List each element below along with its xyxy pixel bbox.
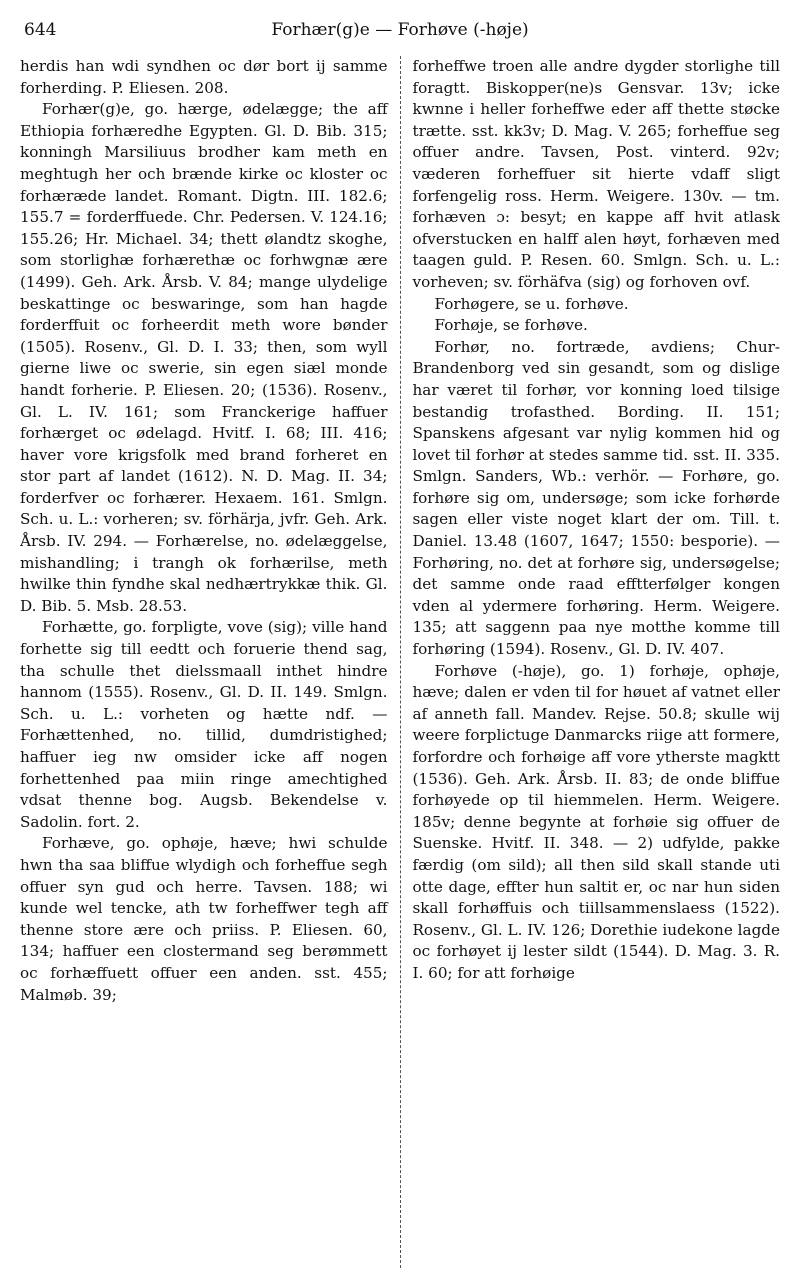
page-header: [20, 12, 780, 56]
right-column: [401, 56, 781, 1268]
dictionary-entry: Forhør, no. fortræde, avdiens; Chur-Brandenborg ved sin gesandt, som og dislige har været til forhør, vor konning loed tilsige bestandig trofasthed. Bording. II. 151; Spanskens afgesant var nylig kommen hid og lovet til forhør at stedes samme tid. sst. II. 335. Smlgn. Sanders, Wb.: verhör. — Forhøre, go. forhøre sig om, undersøge; som icke forhørde sagen eller viste noget klart der om. Till. t. Daniel. 13.48 (1607, 1647; 1550: besporie). — Forhøring, no. det at forhøre sig, undersøgelse; det samme onde raad efftterfølger kongen vden al ydermere forhøring. Herm. Weigere. 135; att saggenn paa nye motthe komme till forhøring (1594). Rosenv., Gl. D. IV. 407.: [412, 337, 780, 659]
dictionary-entry: Forhætte, go. forpligte, vove (sig); ville hand forhette sig till eedtt och foruerie thend sag, tha schulle thet dielssmaall inthet hindre hannom (1555). Rosenv., Gl. D. II. 149. Smlgn. Sch. u. L.: vorheten og hætte ndf. — Forhættenhed, no. tillid, dumdristighed; haffuer ieg nw omsider icke aff nogen forhettenhed paa miin ringe amechtighed vdsat thenne bog. Augsb. Bekendelse v. Sadolin. fort. 2.: [20, 618, 388, 831]
running-head: Forhær(g)e — Forhøve (-høje): [271, 20, 529, 40]
page-number: 644: [24, 20, 57, 40]
dictionary-entry: Forhøgere, se u. forhøve.: [434, 294, 629, 313]
dictionary-entry: Forhær(g)e, go. hærge, ødelægge; the aff Ethiopia forhæredhe Egypten. Gl. D. Bib. 315; konningh Marsiliuus brodher kam meth en meghtugh her och brænde kirke oc kloster oc forhæræde landet. Romant. Digtn. III. 182.6; 155.7 = forderffuede. Chr. Pedersen. V. 124.16; 155.26; Hr. Michael. 34; thett ølandtz skoghe, som storlighæ forhærethæ oc forhwgnæ ære (1499). Geh. Ark. Årsb. V. 84; mange ulydelige beskattinge oc beswaringe, som han hagde forderffuit oc forheerdit meth wore bønder (1505). Rosenv., Gl. D. I. 33; then, som wyll gierne liwe oc swerie, sin egen siæl monde handt forherie. P. Eliesen. 20; (1536). Rosenv., Gl. L. IV. 161; som Franckerige haffuer forhærget oc ødelagd. Hvitf. I. 68; III. 416; haver vore krigsfolk med brand forheret en stor part af landet (1612). N. D. Mag. II. 34; forderfver oc forhærer. Hexaem. 161. Smlgn. Sch. u. L.: vorheren; sv. förhärja, jvfr. Geh. Ark. Årsb. IV. 294. — Forhærelse, no. ødelæggelse, mishandling; i trangh ok forhærilse, meth hwilke thin fyndhe skal nedhærtrykkæ thik. Gl. D. Bib. 5. Msb. 28.53.: [20, 100, 388, 615]
left-column: [20, 56, 400, 1268]
dictionary-entry: Forhæve, go. ophøje, hæve; hwi schulde hwn tha saa bliffue wlydigh och forheffue segh offuer syn gud och herre. Tavsen. 188; wi kunde wel tencke, ath tw forheffwer tegh aff thenne store ære och priiss. P. Eliesen. 60, 134; haffuer een clostermand seg berømmett oc forhæffuett offuer een anden. sst. 455; Malmøb. 39;: [20, 834, 388, 1004]
dictionary-entry: forheffwe troen alle andre dygder storlighe till foragtt. Biskopper(ne)s Gensvar. 13v; icke kwnne i heller forheffwe eder aff thette støcke trætte. sst. kk3v; D. Mag. V. 265; forheffue seg offuer andre. Tavsen, Post. vinterd. 92v; væderen forheffuer sit hierte vdaff sligt forfengelig ross. Herm. Weigere. 130v. — tm. forhæven ɔ: besyt; en kappe aff hvit atlask ofverstucken en halff alen høyt, forhæven med taagen guld. P. Resen. 60. Smlgn. Sch. u. L.: vorheven; sv. förhäfva (sig) og forhoven ovf.: [412, 57, 780, 291]
dictionary-entry: Forhøje, se forhøve.: [434, 316, 588, 335]
text-columns: [20, 56, 780, 1268]
dictionary-entry: Forhøve (-høje), go. 1) forhøje, ophøje, hæve; dalen er vden til for høuet af vatnet eller af anneth fall. Mandev. Rejse. 50.8; skulle wij weere forplictuge Danmarcks riige att formere, forfordre och forhøige aff vore ytherste magktt (1536). Geh. Ark. Årsb. II. 83; de onde bliffue forhøyede op til hiemmelen. Herm. Weigere. 185v; denne begynte at forhøie sig offuer de Suenske. Hvitf. II. 348. — 2) udfylde, pakke færdig (om sild); all then sild skall stande uti otte dage, effter hun saltit er, oc nar hun siden skall forhøffuis och tiillsammenslaess (1522). Rosenv., Gl. L. IV. 126; Dorethie iudekone lagde oc forhøyet ij lester sildt (1544). D. Mag. 3. R. I. 60; for att forhøige: [412, 661, 780, 982]
dictionary-entry: herdis han wdi syndhen oc dør bort ij samme forherding. P. Eliesen. 208.: [20, 57, 388, 97]
